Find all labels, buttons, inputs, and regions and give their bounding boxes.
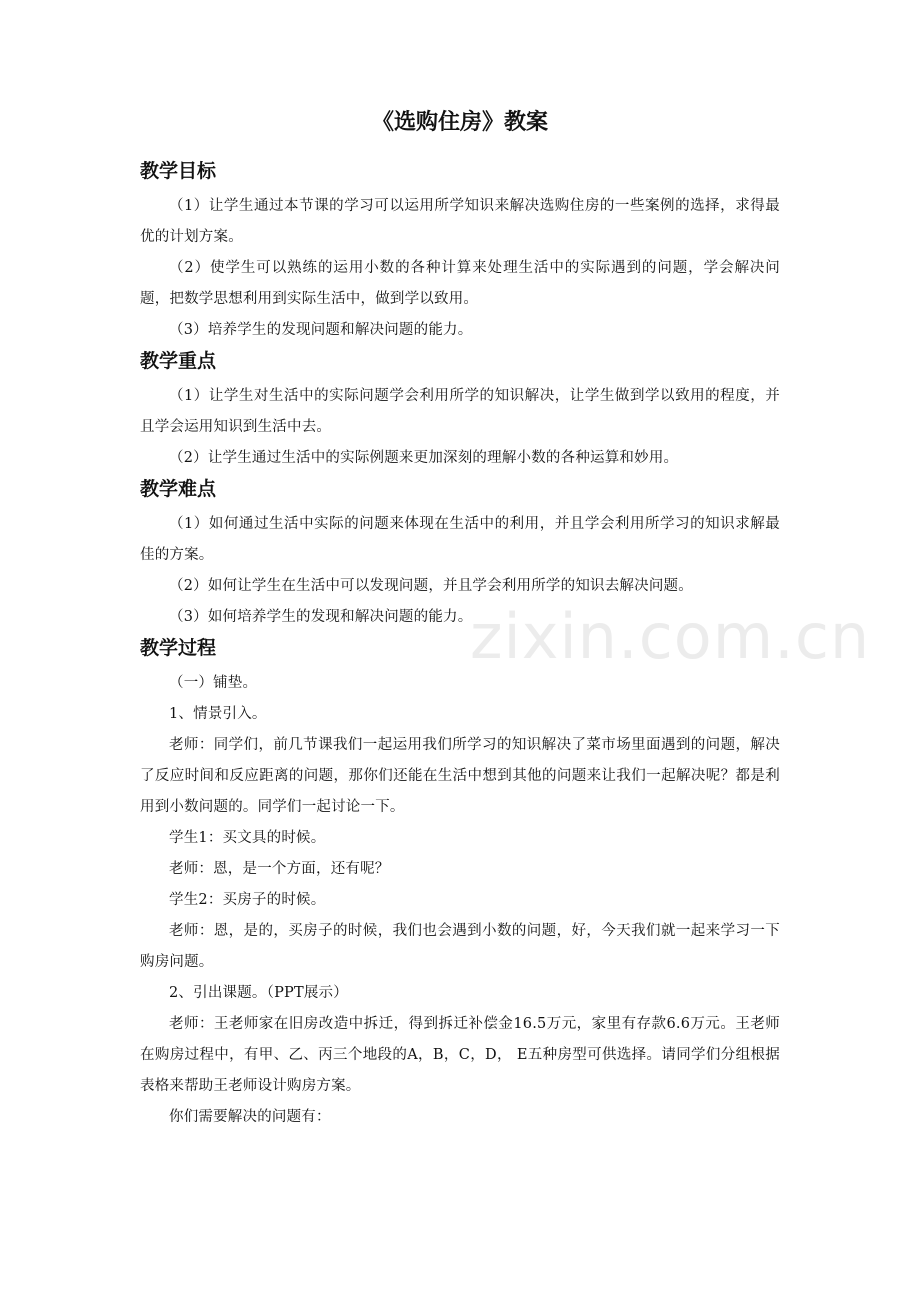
section-heading-difficulties: 教学难点 xyxy=(140,478,217,500)
paragraph: （2）让学生通过生活中的实际例题来更加深刻的理解小数的各种运算和妙用。 xyxy=(169,450,679,466)
paragraph: 学生1：买文具的时候。 xyxy=(169,830,326,846)
paragraph: 你们需要解决的问题有： xyxy=(169,1109,331,1125)
section-heading-process: 教学过程 xyxy=(140,637,217,659)
paragraph: （2）使学生可以熟练的运用小数的各种计算来处理生活中的实际遇到的问题，学会解决问题，把数学思想利用到实际生活中，做到学以致用。 xyxy=(140,260,780,307)
section-heading-objectives: 教学目标 xyxy=(140,160,217,182)
paragraph: （一）铺垫。 xyxy=(169,675,258,691)
paragraph: （1）让学生对生活中的实际问题学会利用所学的知识解决，让学生做到学以致用的程度，并且学会运用知识到生活中去。 xyxy=(140,388,780,435)
paragraph: （2）如何让学生在生活中可以发现问题，并且学会利用所学的知识去解决问题。 xyxy=(169,578,693,594)
section-heading-key-points: 教学重点 xyxy=(140,350,217,372)
paragraph: 2、引出课题。（PPT展示） xyxy=(169,985,348,1001)
document-content xyxy=(140,108,780,1135)
paragraph: 老师：恩，是一个方面，还有呢？ xyxy=(169,861,390,877)
watermark: zixin.com.cn xyxy=(470,600,871,673)
paragraph: （1）让学生通过本节课的学习可以运用所学知识来解决选购住房的一些案例的选择，求得最优的计划方案。 xyxy=(140,198,780,245)
paragraph: 1、情景引入。 xyxy=(169,706,267,722)
paragraph: （1）如何通过生活中实际的问题来体现在生活中的利用，并且学会利用所学习的知识求解最佳的方案。 xyxy=(140,516,780,563)
paragraph: 学生2：买房子的时候。 xyxy=(169,892,326,908)
paragraph: （3）培养学生的发现问题和解决问题的能力。 xyxy=(169,322,473,338)
paragraph: 老师：恩，是的，买房子的时候，我们也会遇到小数的问题，好，今天我们就一起来学习一下购房问题。 xyxy=(140,923,780,970)
section-objectives xyxy=(140,158,780,346)
section-difficulties xyxy=(140,476,780,633)
section-key-points xyxy=(140,348,780,474)
section-process xyxy=(140,635,780,1133)
paragraph: 老师：王老师家在旧房改造中拆迁，得到拆迁补偿金16.5万元，家里有存款6.6万元。王老师在购房过程中，有甲、乙、丙三个地段的A，B，C，D， E五种房型可供选择。请同学们分组根据表格来帮助王老师设计购房方案。 xyxy=(140,1016,780,1094)
page-title: 《选购住房》教案 xyxy=(371,110,548,135)
paragraph: 老师：同学们，前几节课我们一起运用我们所学习的知识解决了菜市场里面遇到的问题，解决了反应时间和反应距离的问题，那你们还能在生活中想到其他的问题来让我们一起解决呢？都是利用到小数问题的。同学们一起讨论一下。 xyxy=(140,737,780,815)
paragraph: （3）如何培养学生的发现和解决问题的能力。 xyxy=(169,609,473,625)
